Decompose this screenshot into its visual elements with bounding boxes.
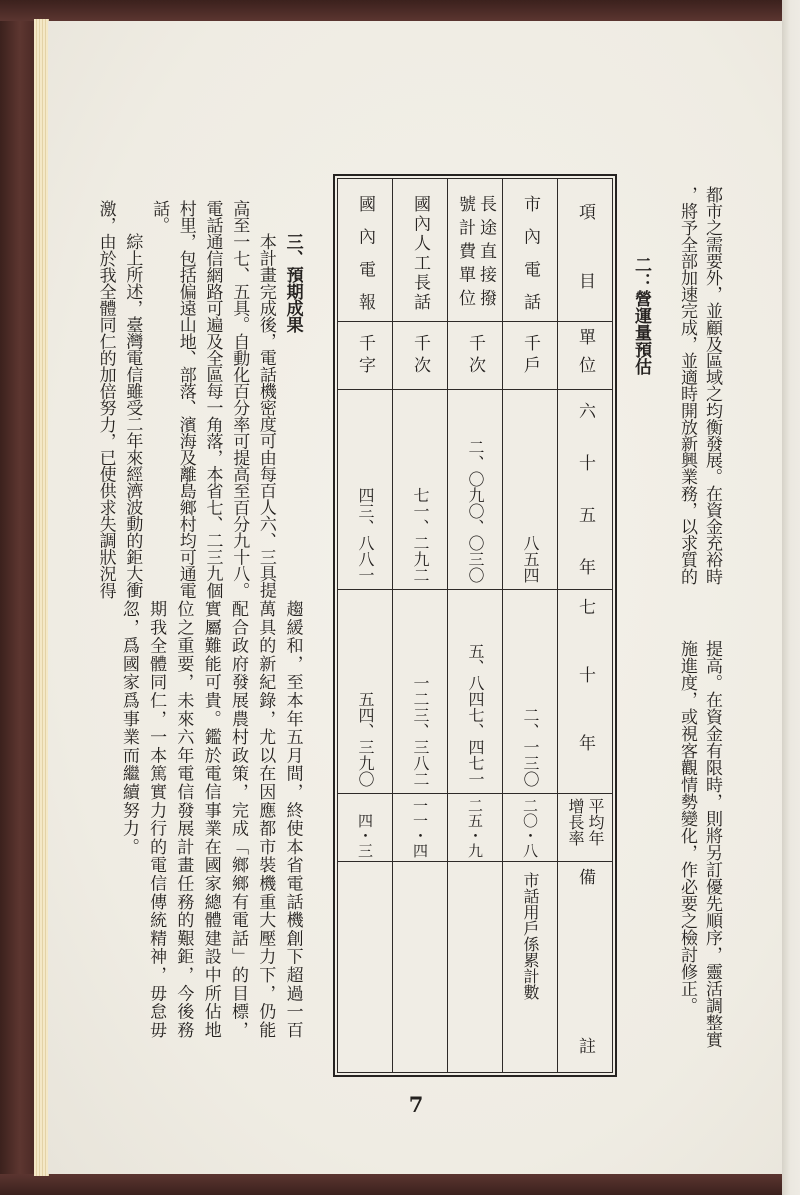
right-lower-text bbox=[674, 640, 724, 1048]
text-column: 提高。在資金有限時，則將另訂優先順序，靈活調整實 bbox=[702, 640, 722, 1048]
table-cell-item bbox=[393, 179, 447, 321]
table-header-year-65 bbox=[558, 390, 612, 589]
section-heading-traffic-estimate bbox=[628, 256, 653, 375]
text-column: 施進度，或視客觀情勢變化，作必要之檢討修正。 bbox=[677, 640, 697, 1014]
table-cell-item bbox=[338, 179, 392, 321]
table-grid bbox=[337, 178, 613, 1073]
table-cell-growth bbox=[393, 794, 447, 861]
table-cell-unit bbox=[393, 322, 447, 389]
text-column: 綜上所述，臺灣電信雖受二年來經濟波動的鉅大衝 bbox=[122, 233, 143, 599]
text-column: 位之重要，未來六年電信發展計畫任務的艱鉅，今後務 bbox=[173, 600, 194, 1040]
table-cell-item bbox=[448, 179, 502, 321]
table-header-year-65-label: 六十五年 bbox=[575, 402, 595, 575]
text-column: 話。 bbox=[149, 200, 170, 234]
section-heading-expected-results: 三、預期成果 bbox=[282, 233, 303, 333]
table-cell-text: 四三、八八一 bbox=[356, 487, 375, 583]
table-cell-text: 長途直接撥號計費單位 bbox=[455, 195, 496, 311]
table-cell-text: 七一、二九二 bbox=[411, 487, 430, 583]
table-cell-text: 市話用戶係累計數 bbox=[521, 872, 540, 1000]
table-cell-item bbox=[503, 179, 557, 321]
table-cell-text: 二、一三〇 bbox=[521, 707, 540, 787]
text-column: 本計畫完成後，電話機密度可由每百人六、三具提 bbox=[255, 233, 276, 599]
table-header-remark bbox=[558, 862, 612, 1072]
text-column: 趨緩和，至本年五月間，終使本省電話機創下超過一百 bbox=[282, 600, 303, 1040]
right-upper-text bbox=[674, 186, 724, 584]
table-cell-text: 市內電話 bbox=[520, 195, 540, 310]
table-header-remark-label: 備註 bbox=[575, 868, 595, 1054]
text-column: 期我全體同仁，一本篤實力行的電信傳統精神，毋怠毋 bbox=[146, 600, 167, 1040]
table-header-growth bbox=[558, 794, 612, 861]
table-cell-unit bbox=[503, 322, 557, 389]
table-cell-text: 二、〇九〇、〇三〇 bbox=[466, 439, 485, 583]
text-column: 電話通信網路可遍及全區每一角落，本省七、二三九個 bbox=[202, 200, 223, 599]
book-cover-bottom-edge bbox=[0, 1174, 782, 1195]
text-column: 配合政府發展農村政策，完成「鄉鄉有電話」的目標， bbox=[228, 600, 248, 1040]
table-cell-remark bbox=[393, 862, 447, 1072]
table-cell-growth bbox=[448, 794, 502, 861]
table-cell-text: 國內電報 bbox=[355, 195, 375, 310]
text-column: 萬具的新紀錄，尤以在因應都市裝機重大壓力下，仍能 bbox=[255, 600, 276, 1040]
table-cell-year-70 bbox=[393, 590, 447, 793]
table-cell-text: 千戶 bbox=[520, 333, 540, 378]
table-cell-year-65 bbox=[393, 390, 447, 589]
table-cell-text: 一二三、三八二 bbox=[411, 675, 430, 787]
table-cell-text: 八五四 bbox=[521, 535, 540, 583]
text-column: ，將予全部加速完成，並適時開放新興業務，以求質的 bbox=[677, 186, 697, 585]
table-header-item bbox=[558, 179, 612, 321]
traffic-estimate-table bbox=[333, 174, 617, 1077]
table-header-unit bbox=[558, 322, 612, 389]
table-cell-text: 一一・四 bbox=[411, 798, 429, 858]
table-cell-year-65 bbox=[448, 390, 502, 589]
table-cell-text: 四・三 bbox=[356, 813, 374, 858]
book-cover-left-edge bbox=[0, 0, 36, 1195]
left-lower-text bbox=[115, 600, 306, 1039]
table-cell-year-70 bbox=[503, 590, 557, 793]
table-cell-growth bbox=[503, 794, 557, 861]
table-cell-remark bbox=[448, 862, 502, 1072]
text-column: 實屬難能可貴。鑑於電信事業在國家總體建設中所佔地 bbox=[200, 600, 221, 1040]
facing-page-edge bbox=[782, 0, 800, 1195]
page-number: 7 bbox=[408, 1092, 424, 1117]
table-cell-unit bbox=[338, 322, 392, 389]
text-column: 忽，爲國家爲事業而繼續努力。 bbox=[118, 600, 139, 857]
table-cell-growth bbox=[338, 794, 392, 861]
table-cell-text: 千字 bbox=[355, 333, 375, 378]
text-column: 激，由於我全體同仁的加倍努力，已使供求失調狀況得 bbox=[95, 200, 116, 599]
text-column: 高至一七、五具。自動化百分率可提高至百分九十八。 bbox=[229, 200, 250, 599]
table-cell-text: 二〇・八 bbox=[521, 798, 539, 858]
page-stack-edges bbox=[34, 19, 49, 1176]
section-heading-text: 二：營運量預估 bbox=[631, 256, 651, 375]
table-header-unit-label: 單位 bbox=[575, 327, 595, 384]
table-header-item-label: 項目 bbox=[575, 203, 595, 289]
table-cell-text: 國內人工長話 bbox=[410, 195, 430, 310]
text-column: 村里，包括偏遠山地、部落、濱海及離島鄉村均可通電 bbox=[175, 200, 196, 599]
table-header-year-70-label: 七十年 bbox=[575, 598, 595, 751]
table-cell-remark bbox=[338, 862, 392, 1072]
table-cell-text: 千次 bbox=[410, 333, 430, 378]
table-cell-remark bbox=[503, 862, 557, 1072]
table-cell-text: 五四、三九〇 bbox=[356, 691, 375, 787]
left-upper-text bbox=[92, 200, 306, 598]
table-header-year-70 bbox=[558, 590, 612, 793]
table-cell-year-65 bbox=[503, 390, 557, 589]
book-cover-top-edge bbox=[0, 0, 782, 21]
table-cell-text: 二五・九 bbox=[466, 798, 484, 858]
text-column: 都市之需要外，並顧及區域之均衡發展。在資金充裕時 bbox=[702, 186, 722, 585]
table-cell-year-65 bbox=[338, 390, 392, 589]
table-cell-text: 五、八四七、四七一 bbox=[466, 643, 485, 787]
table-header-growth-label: 平均年增長率 bbox=[566, 798, 605, 846]
table-cell-unit bbox=[448, 322, 502, 389]
table-cell-year-70 bbox=[448, 590, 502, 793]
table-cell-year-70 bbox=[338, 590, 392, 793]
table-cell-text: 千次 bbox=[465, 333, 485, 378]
